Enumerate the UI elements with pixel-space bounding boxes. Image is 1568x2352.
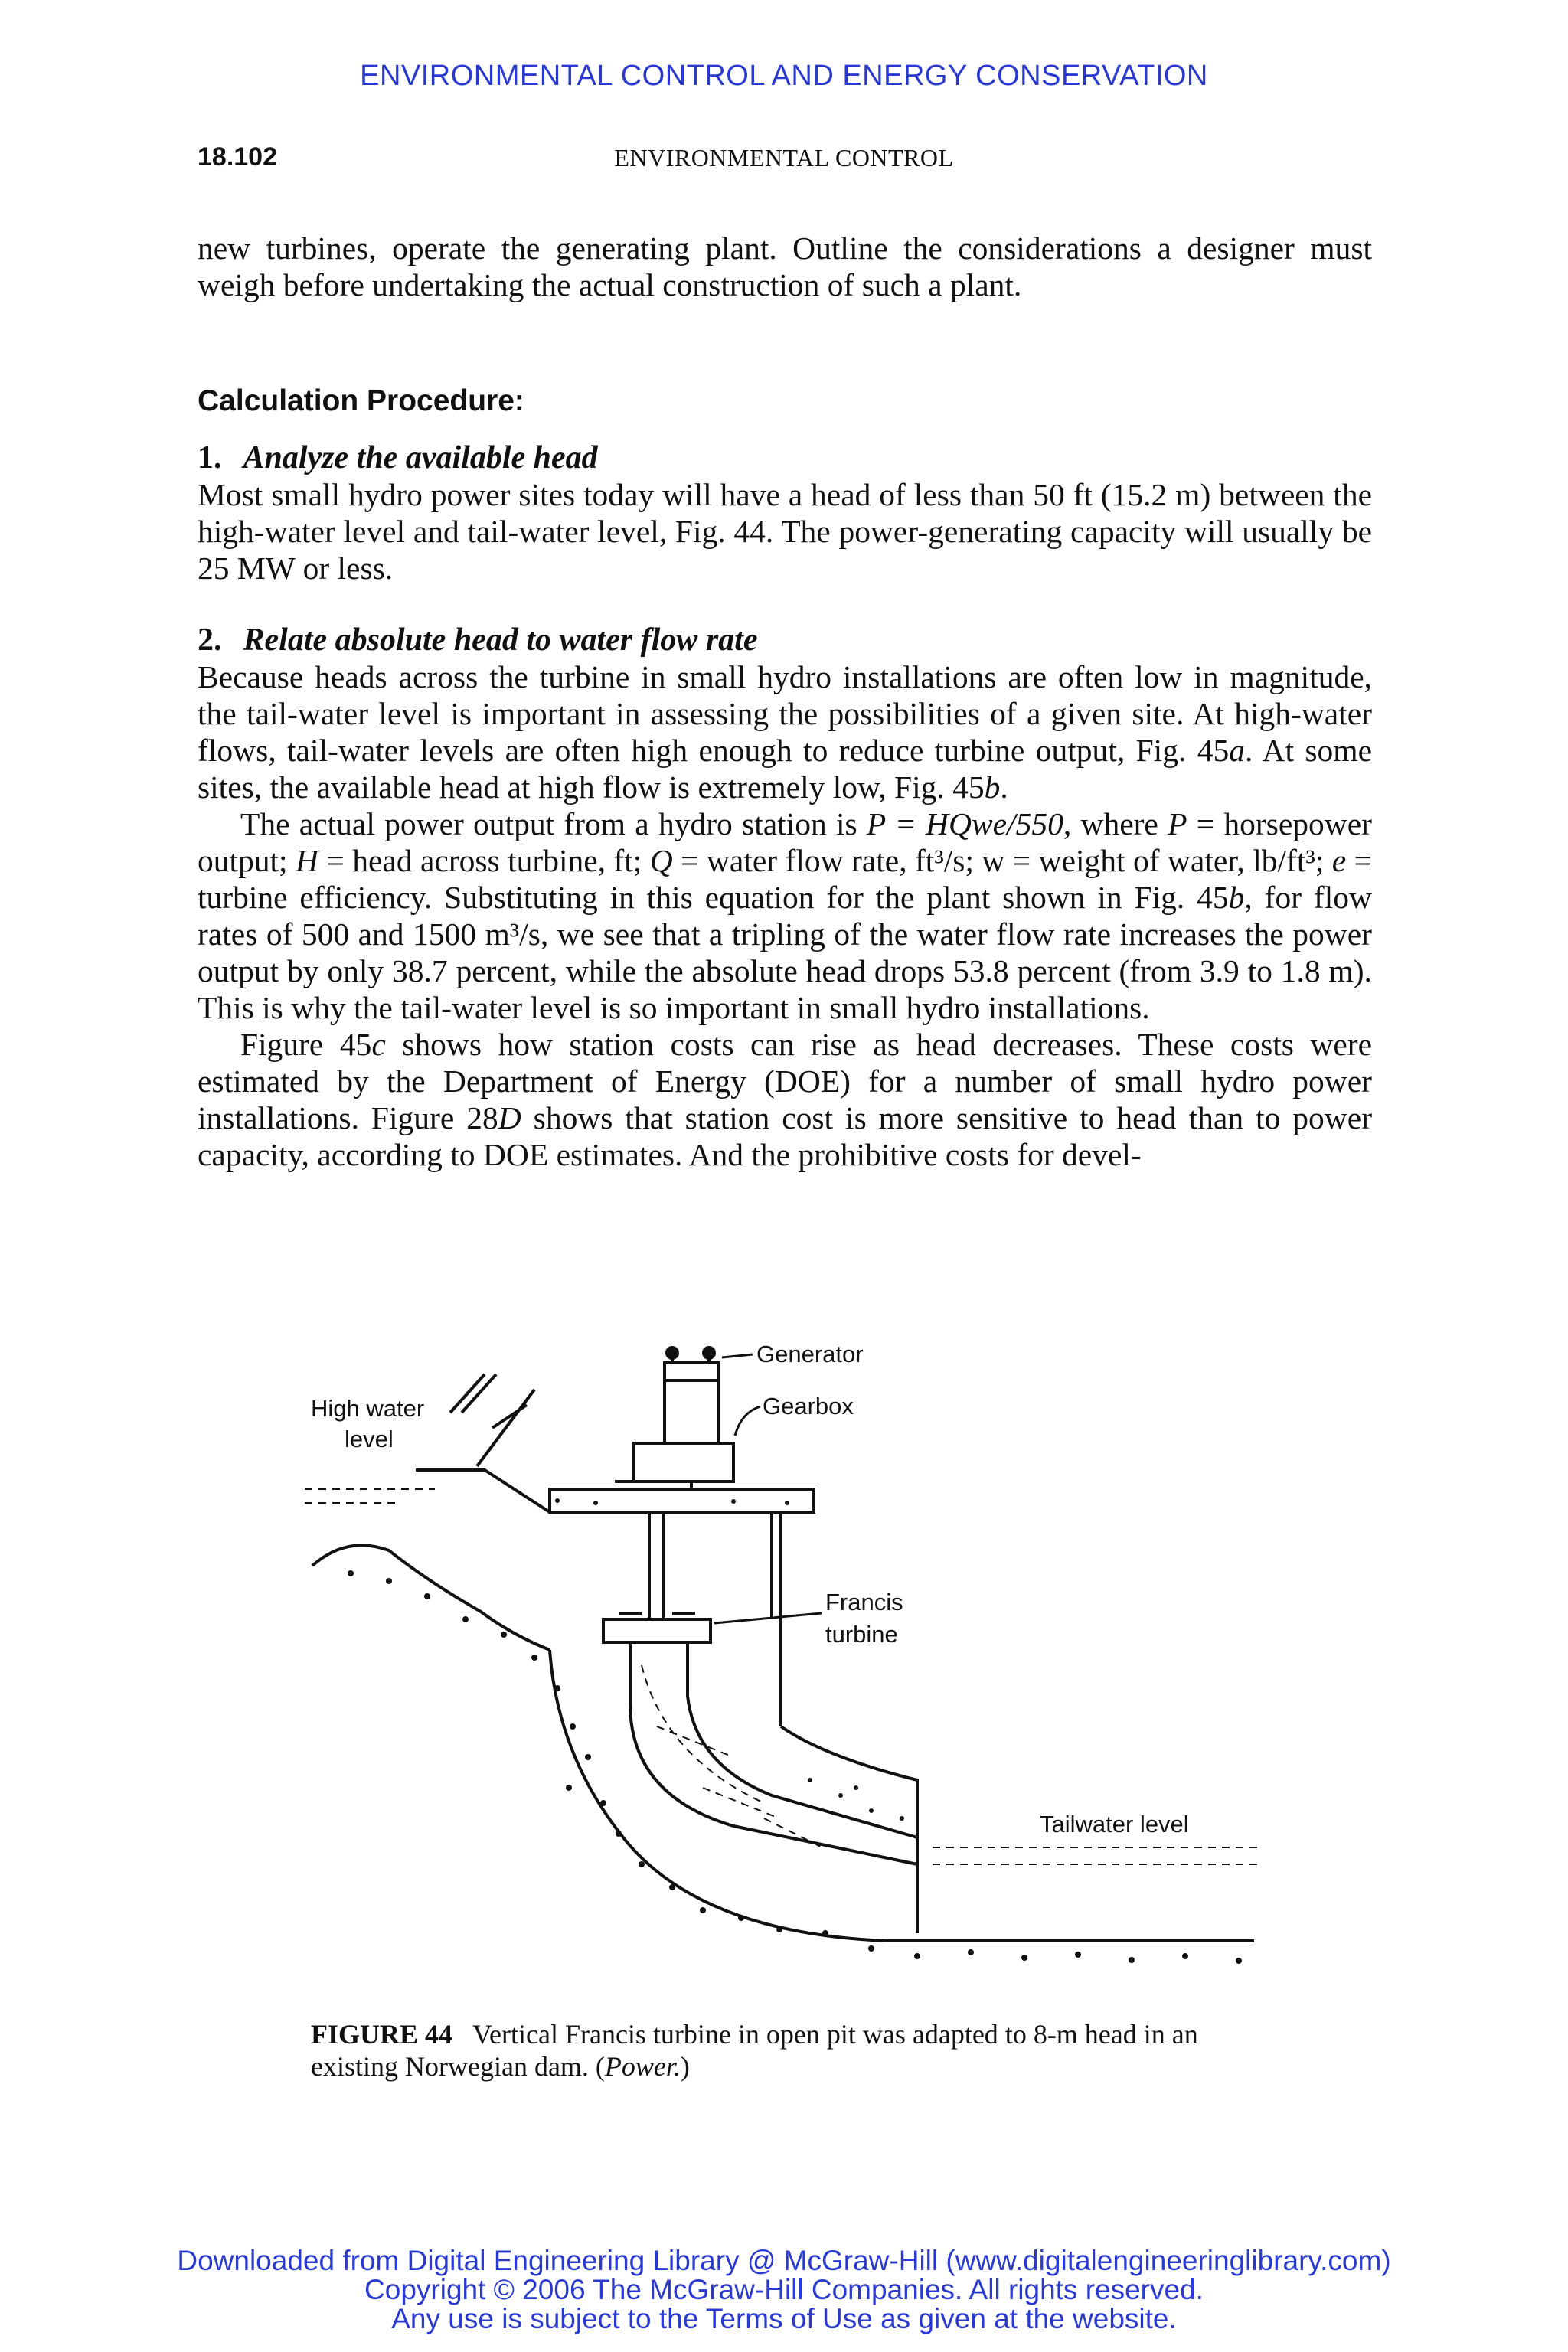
step-2-title: Relate absolute head to water flow rate xyxy=(243,622,758,658)
footer-download-link[interactable]: Downloaded from Digital Engineering Library @ McGraw-Hill (www.digitalengineeringlibrary.com) xyxy=(177,2245,1391,2276)
page-number: 18.102 xyxy=(198,142,277,172)
step-2-body xyxy=(198,658,1372,1173)
step-1-paragraph: Most small hydro power sites today will have a head of less than 50 ft (15.2 m) between the high-water level and tail-water level, Fig. 44. The power-generating capacity will usually be 25 MW or less. xyxy=(198,477,1372,586)
label-high-water-2: level xyxy=(345,1426,394,1452)
figure-caption-label: FIGURE 44 xyxy=(311,2019,453,2050)
footer-copyright: Copyright © 2006 The McGraw-Hill Companies. All rights reserved. xyxy=(364,2274,1204,2305)
step-2-number: 2. xyxy=(198,622,222,658)
step-2-paragraph-2: The actual power output from a hydro station is P = HQwe/550, where P = horsepower output; H = head across turbine, ft; Q = water flow rate, ft³/s; w = weight of water, lb/ft³; e = turbine efficiency. Substituting in this equation for the plant shown in Fig. 45b, for flow rates of 500 and 1500 m³/s, we see that a tripling of the water flow rate increases the power output by only 38.7 percent, while the absolute head drops 53.8 percent (from 3.9 to 1.8 m). This is why the tail-water level is so important in small hydro installations. xyxy=(198,806,1373,1025)
figure-caption-text: Vertical Francis turbine in open pit was adapted to 8-m head in an existing Norwegian dam. ( xyxy=(311,2019,1198,2082)
dam-crest xyxy=(416,1470,550,1512)
floor-slab xyxy=(550,1489,814,1512)
label-tailwater: Tailwater level xyxy=(1040,1811,1189,1838)
figure-caption-source: Power. xyxy=(604,2051,681,2082)
figure-caption: FIGURE 44 Vertical Francis turbine in open pit was adapted to 8-m head in an existing Norwegian dam. (Power.) xyxy=(311,2019,1198,2082)
footer-terms-link[interactable]: Any use is subject to the Terms of Use as given at the website. xyxy=(391,2303,1177,2334)
power-formula: P = HQwe/550 xyxy=(866,806,1063,841)
section-heading: Calculation Procedure: xyxy=(198,384,524,417)
label-gearbox: Gearbox xyxy=(763,1393,854,1419)
label-francis-2: turbine xyxy=(825,1621,898,1648)
download-banner: ENVIRONMENTAL CONTROL AND ENERGY CONSERVATION xyxy=(360,60,1208,92)
step-1-body xyxy=(198,476,1372,586)
upstream-ground xyxy=(312,1545,550,1650)
step-1-heading xyxy=(198,439,598,476)
intro-paragraph: new turbines, operate the generating plant. Outline the considerations a designer must weigh before undertaking the actual construction of such a plant. xyxy=(198,230,1372,302)
intro-paragraph-block xyxy=(198,230,1372,303)
concrete-stipple xyxy=(348,1498,1242,1964)
riverbed xyxy=(550,1650,1254,1941)
step-2-paragraph-1: Because heads across the turbine in small hydro installations are often low in magnitude, the tail-water level is important in assessing the possibilities of a given site. At high-water flows, tail-water levels are often high enough to reduce turbine output, Fig. 45a. At some sites, the available head at high flow is extremely low, Fig. 45b. xyxy=(198,659,1373,805)
gearbox-housing xyxy=(634,1443,733,1481)
step-2-heading xyxy=(198,622,757,658)
label-generator: Generator xyxy=(756,1341,864,1367)
draft-tube-outer xyxy=(630,1642,917,1864)
running-head: ENVIRONMENTAL CONTROL xyxy=(614,144,954,172)
step-1-number: 1. xyxy=(198,440,222,475)
step-1-title: Analyze the available head xyxy=(243,440,598,475)
label-high-water-1: High water xyxy=(311,1395,425,1422)
generator-housing xyxy=(665,1363,718,1443)
step-2-paragraph-3: Figure 45c shows how station costs can rise as head decreases. These costs were estimated by the Department of Energy (DOE) for a number of small hydro power installations. Figure 28D shows that station cost is more sensitive to head than to power capacity, according to DOE estimates. And the prohibitive costs for devel- xyxy=(198,1027,1373,1172)
copyright-footer xyxy=(0,2246,1568,2334)
turbine-casing xyxy=(603,1619,710,1642)
francis-turbine-figure xyxy=(305,1328,1269,2010)
label-francis-1: Francis xyxy=(825,1589,903,1615)
